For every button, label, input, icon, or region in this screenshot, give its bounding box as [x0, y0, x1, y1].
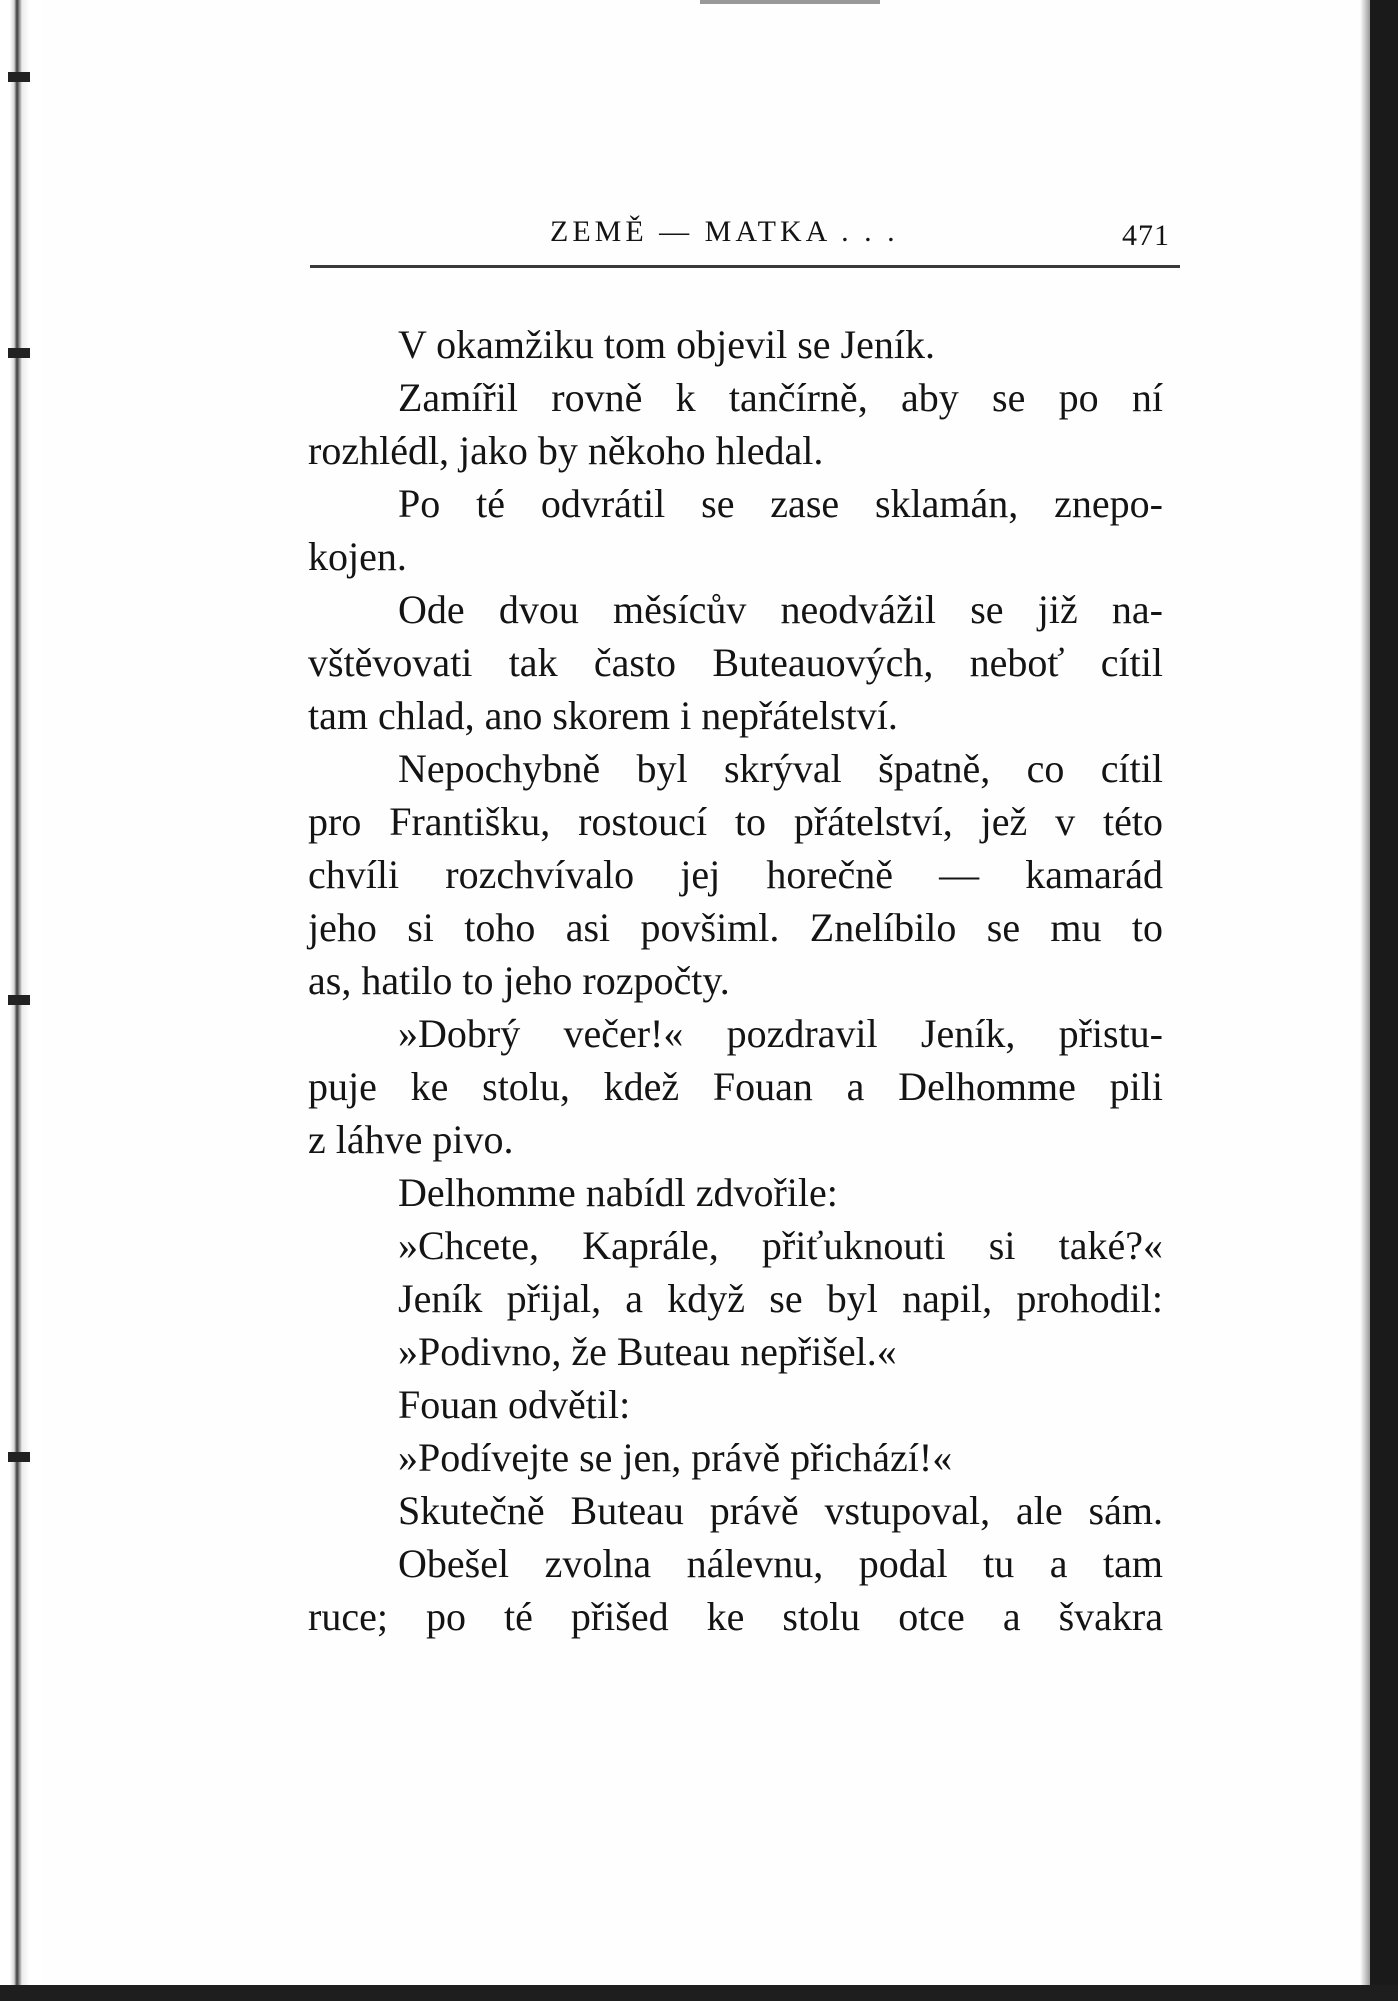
scan-edge-bottom	[0, 1985, 1398, 2001]
text-line: ruce; po té přišed ke stolu otce a švakra	[308, 1594, 1163, 1639]
scan-edge-right	[1370, 0, 1398, 2001]
text-line: rozhlédl, jako by někoho hledal.	[308, 428, 824, 473]
text-line: puje ke stolu, kdež Fouan a Delhomme pili	[308, 1064, 1163, 1109]
text-line: Ode dvou měsícův neodvážil se již na-	[398, 587, 1163, 632]
text-line: Skutečně Buteau právě vstupoval, ale sám.	[398, 1488, 1163, 1533]
scan-edge-right-shadow	[1360, 0, 1370, 2001]
text-line: tam chlad, ano skorem i nepřátelství.	[308, 693, 898, 738]
text-line: kojen.	[308, 534, 407, 579]
text-line: Zamířil rovně k tančírně, aby se po ní	[398, 375, 1163, 420]
text-line: Jeník přijal, a když se byl napil, prohodil:	[398, 1276, 1163, 1321]
running-title: ZEMĚ — MATKA . . .	[550, 215, 899, 248]
header-rule	[310, 265, 1180, 268]
text-line: Po té odvrátil se zase sklamán, znepo-	[398, 481, 1163, 526]
text-line: Obešel zvolna nálevnu, podal tu a tam	[398, 1541, 1163, 1586]
text-line: V okamžiku tom objevil se Jeník.	[398, 322, 935, 367]
page-number: 471	[1122, 219, 1170, 252]
body-text	[308, 318, 1163, 1643]
text-line: Delhomme nabídl zdvořile:	[398, 1170, 838, 1215]
scan-mark	[8, 348, 30, 358]
scan-mark	[8, 72, 30, 82]
text-line: Fouan odvětil:	[398, 1382, 631, 1427]
text-line: as, hatilo to jeho rozpočty.	[308, 958, 730, 1003]
text-line: vštěvovati tak často Buteauových, neboť cítil	[308, 640, 1163, 685]
text-line: »Podívejte se jen, právě přichází!«	[398, 1435, 953, 1480]
text-line: pro Františku, rostoucí to přátelství, jež v této	[308, 799, 1163, 844]
scan-mark	[8, 1452, 30, 1462]
text-line: »Dobrý večer!« pozdravil Jeník, přistu-	[398, 1011, 1163, 1056]
text-line: chvíli rozchvívalo jej horečně — kamarád	[308, 852, 1163, 897]
page-header	[310, 215, 1180, 265]
text-line: »Chcete, Kaprále, přiťuknouti si také?«	[398, 1223, 1163, 1268]
scan-edge-top	[700, 0, 880, 4]
text-line: »Podivno, že Buteau nepřišel.«	[398, 1329, 897, 1374]
text-line: Nepochybně byl skrýval špatně, co cítil	[398, 746, 1163, 791]
text-line: z láhve pivo.	[308, 1117, 514, 1162]
text-line: jeho si toho asi povšiml. Znelíbilo se mu to	[308, 905, 1163, 950]
scan-mark	[8, 995, 30, 1005]
